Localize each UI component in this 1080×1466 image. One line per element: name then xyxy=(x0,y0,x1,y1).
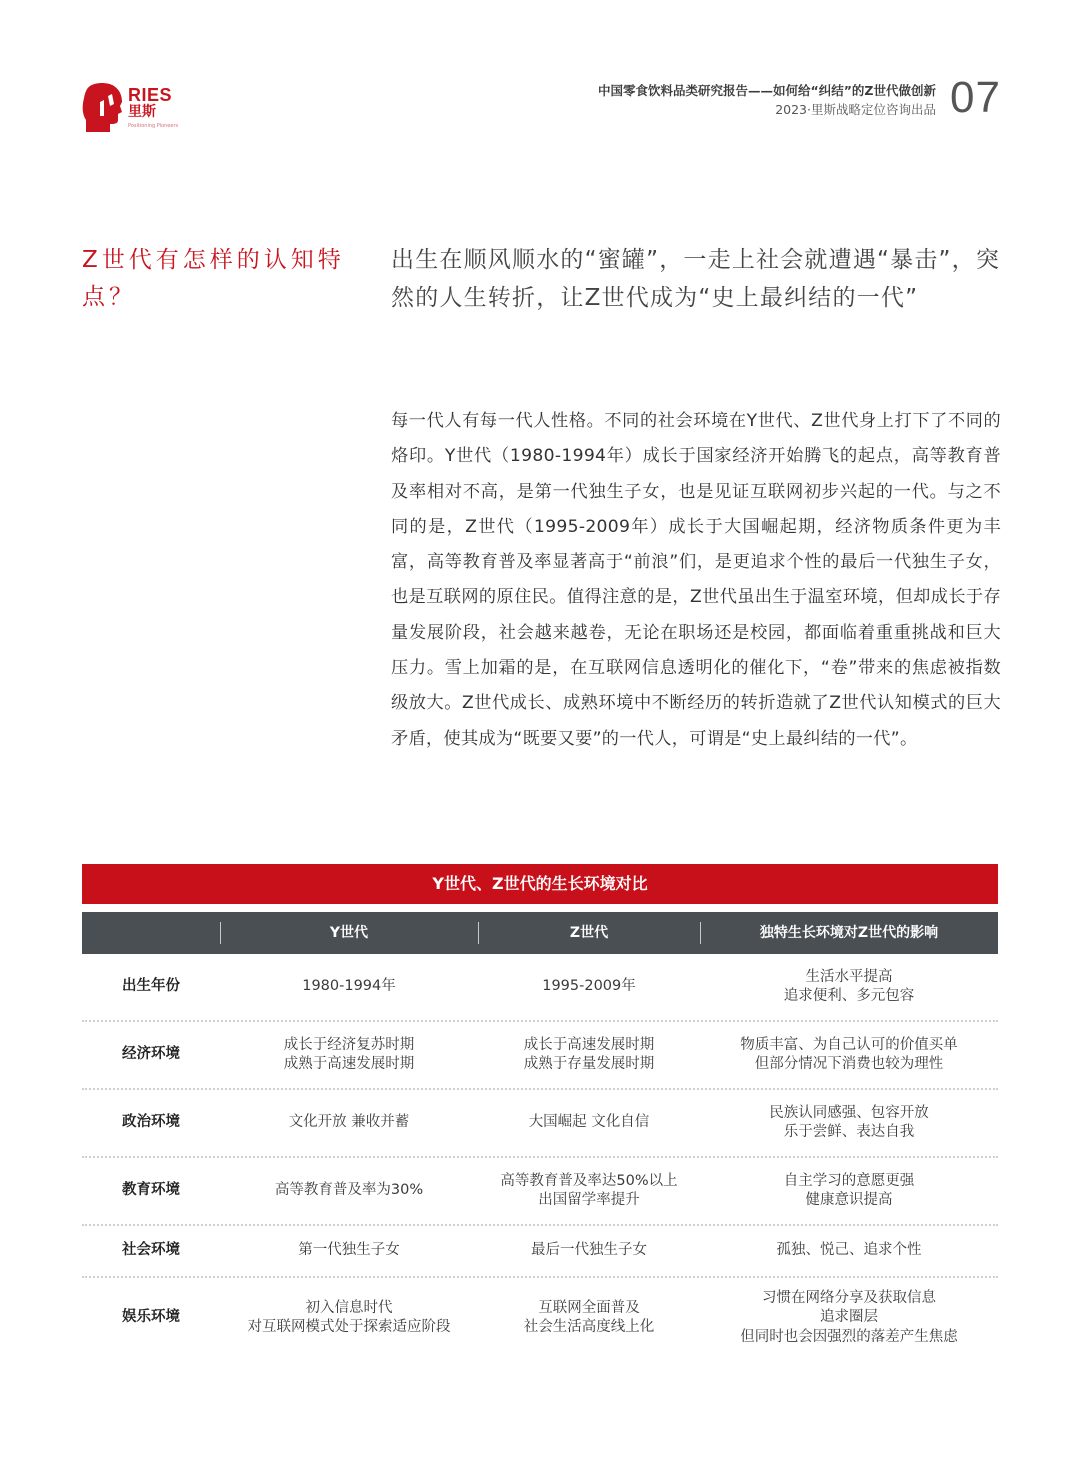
table-header xyxy=(82,912,998,954)
cell-z: 最后一代独生子女 xyxy=(531,1242,647,1259)
cell-impact: 孤独、悦己、追求个性 xyxy=(776,1242,922,1259)
page-number: 07 xyxy=(950,73,1001,122)
table-row xyxy=(82,954,998,1022)
column-header-impact: 独特生长环境对Z世代的影响 xyxy=(759,925,939,941)
cell-impact: 习惯在网络分享及获取信息 追求圈层 但同时也会因强烈的落差产生焦虑 xyxy=(740,1289,958,1345)
cell-y: 文化开放 兼收并蓄 xyxy=(288,1114,410,1131)
logo-brand-en: RIES xyxy=(128,85,173,105)
column-header-y: Y世代 xyxy=(329,925,369,941)
table-row xyxy=(82,1158,998,1226)
cell-impact: 民族认同感强、包容开放 乐于尝鲜、表达自我 xyxy=(769,1104,929,1140)
cell-y: 第一代独生子女 xyxy=(298,1242,400,1259)
row-label: 社会环境 xyxy=(122,1242,180,1259)
head-profile-icon xyxy=(82,82,124,132)
section-lead: 出生在顺风顺水的“蜜罐”，一走上社会就遭遇“暴击”，突然的人生转折，让Z世代成为“史上最纠结的一代” xyxy=(391,247,1001,311)
table-row xyxy=(82,1226,998,1278)
report-subtitle: 2023·里斯战略定位咨询出品 xyxy=(775,102,936,117)
row-label: 政治环境 xyxy=(122,1114,180,1131)
cell-y: 高等教育普及率为30% xyxy=(274,1182,424,1199)
table-body xyxy=(82,954,998,1358)
table-title: Y世代、Z世代的生长环境对比 xyxy=(82,864,998,904)
column-header-z: Z世代 xyxy=(569,925,609,941)
logo-brand-cn: 里斯 xyxy=(128,104,156,120)
section-question: Z世代有怎样的认知特点？ xyxy=(82,247,345,310)
table-row xyxy=(82,1278,998,1358)
cell-z: 互联网全面普及 社会生活高度线上化 xyxy=(523,1299,655,1335)
logo-tagline: Positioning Pioneers xyxy=(128,123,179,129)
cell-y: 1980-1994年 xyxy=(302,978,396,995)
cell-impact: 自主学习的意愿更强 健康意识提高 xyxy=(783,1172,915,1208)
cell-y: 成长于经济复苏时期 成熟于高速发展时期 xyxy=(283,1036,415,1072)
cell-impact: 生活水平提高 追求便利、多元包容 xyxy=(783,968,915,1004)
cell-impact: 物质丰富、为自己认可的价值买单 但部分情况下消费也较为理性 xyxy=(740,1036,958,1072)
table-row xyxy=(82,1090,998,1158)
section-body: 每一代人有每一代人性格。不同的社会环境在Y世代、Z世代身上打下了不同的烙印。Y世代（1980-1994年）成长于国家经济开始腾飞的起点，高等教育普及率相对不高，是第一代独生子女，也是见证互联网初步兴起的一代。与之不同的是，Z世代（1995-2009年）成长于大国崛起期，经济物质条件更为丰富，高等教育普及率显著高于“前浪”们，是更追求个性的最后一代独生子女，也是互联网的原住民。值得注意的是，Z世代虽出生于温室环境，但却成长于存量发展阶段，社会越来越卷，无论在职场还是校园，都面临着重重挑战和巨大压力。雪上加霜的是，在互联网信息透明化的催化下，“卷”带来的焦虑被指数级放大。Z世代成长、成熟环境中不断经历的转折造就了Z世代认知模式的巨大矛盾，使其成为“既要又要”的一代人，可谓是“史上最纠结的一代”。 xyxy=(391,411,1001,749)
report-title: 中国零食饮料品类研究报告——如何给“纠结”的Z世代做创新 xyxy=(598,83,936,98)
table-row xyxy=(82,1022,998,1090)
ries-logo xyxy=(82,82,202,134)
row-label: 出生年份 xyxy=(122,978,180,995)
cell-z: 1995-2009年 xyxy=(542,978,636,995)
row-label: 娱乐环境 xyxy=(122,1309,180,1326)
cell-z: 高等教育普及率达50%以上 出国留学率提升 xyxy=(500,1172,678,1208)
cell-z: 成长于高速发展时期 成熟于存量发展时期 xyxy=(523,1036,655,1072)
cell-z: 大国崛起 文化自信 xyxy=(528,1114,650,1131)
column-header-label xyxy=(82,912,220,954)
row-label: 教育环境 xyxy=(122,1182,180,1199)
cell-y: 初入信息时代 对互联网模式处于探索适应阶段 xyxy=(247,1299,451,1335)
row-label: 经济环境 xyxy=(122,1046,180,1063)
